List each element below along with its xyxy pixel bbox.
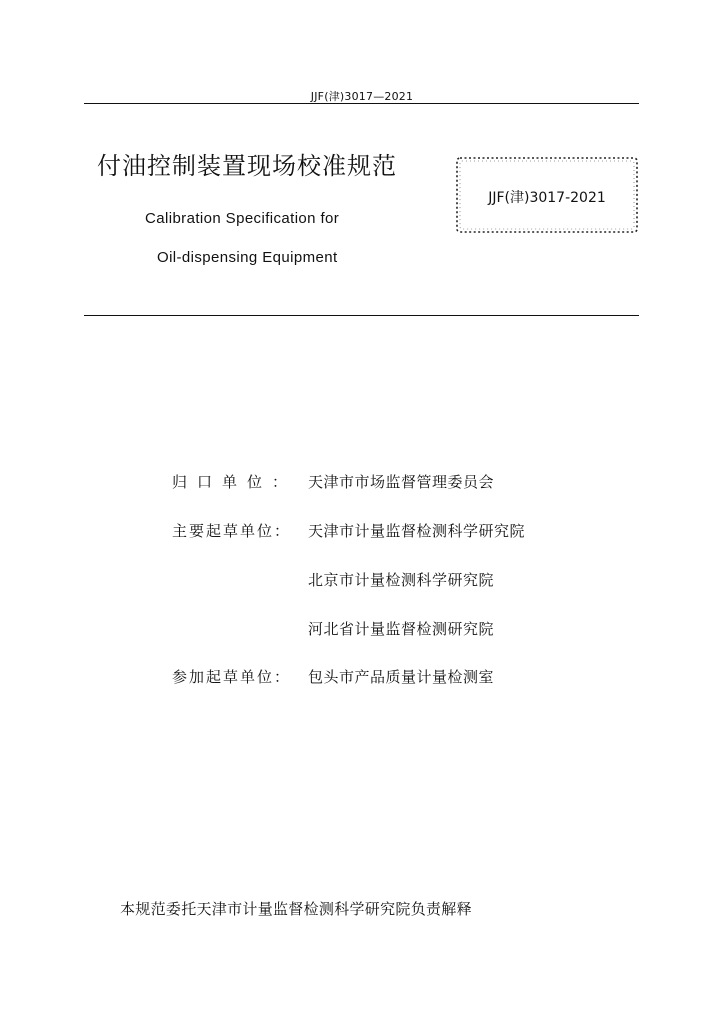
english-title-line-2: Oil-dispensing Equipment [157,249,338,266]
org-label-responsible: 归口单位： [172,473,298,491]
org-row-participating-drafter [0,666,724,690]
org-row-responsible [0,471,724,495]
english-title-line-1: Calibration Specification for [145,210,340,227]
org-label-main-drafter: 主要起草单位： [172,522,292,540]
org-label-participating-drafter: 参加起草单位： [172,668,292,686]
org-value-participating-drafter: 包头市产品质量计量检测室 [308,668,495,686]
org-row-main-drafter-2 [0,569,724,593]
code-box-text: JJF(津)3017-2021 [488,190,606,206]
org-value-responsible: 天津市市场监督管理委员会 [308,473,495,491]
header-code: JJF(津)3017—2021 [310,90,414,103]
top-rule [84,103,639,104]
org-row-main-drafter-3 [0,618,724,642]
org-value-main-drafter-2: 北京市计量检测科学研究院 [308,571,495,589]
org-row-main-drafter [0,520,724,544]
code-box [455,156,639,234]
org-value-main-drafter-3: 河北省计量监督检测研究院 [308,620,495,638]
middle-rule [84,315,639,316]
document-title: 付油控制装置现场校准规范 [97,152,397,180]
org-value-main-drafter-1: 天津市计量监督检测科学研究院 [308,522,526,540]
footer-note: 本规范委托天津市计量监督检测科学研究院负责解释 [120,900,472,918]
